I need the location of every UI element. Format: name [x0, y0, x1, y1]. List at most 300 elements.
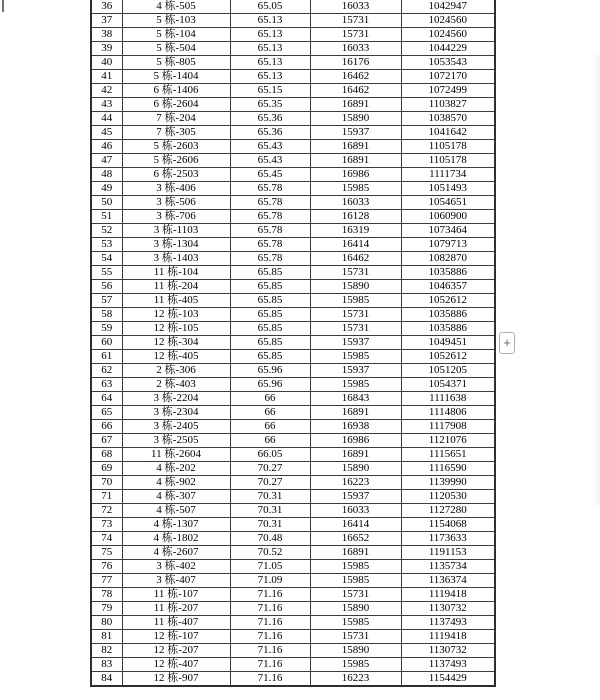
- table-row: [91, 238, 495, 252]
- cell-area: 70.27: [230, 462, 310, 476]
- table-row: [91, 672, 495, 687]
- cell-row-no: 50: [91, 196, 122, 210]
- table-row: [91, 56, 495, 70]
- cell-total-price: 1042947: [401, 0, 495, 14]
- cell-area: 71.09: [230, 574, 310, 588]
- cell-area: 65.36: [230, 112, 310, 126]
- cell-unit: 3 栋-2505: [122, 434, 230, 448]
- cell-total-price: 1111734: [401, 168, 495, 182]
- cell-unit: 11 栋-204: [122, 280, 230, 294]
- cell-row-no: 71: [91, 490, 122, 504]
- units-price-table: [90, 0, 496, 687]
- table-row: [91, 336, 495, 350]
- table-row: [91, 476, 495, 490]
- table-row: [91, 14, 495, 28]
- table-row: [91, 126, 495, 140]
- cell-unit-price: 16176: [310, 56, 401, 70]
- cell-row-no: 44: [91, 112, 122, 126]
- cell-row-no: 75: [91, 546, 122, 560]
- cell-area: 71.16: [230, 672, 310, 687]
- cell-unit: 4 栋-505: [122, 0, 230, 14]
- cell-unit: 12 栋-107: [122, 630, 230, 644]
- cell-total-price: 1052612: [401, 294, 495, 308]
- cell-row-no: 80: [91, 616, 122, 630]
- table-row: [91, 588, 495, 602]
- cell-area: 65.36: [230, 126, 310, 140]
- table-row: [91, 42, 495, 56]
- table-row: [91, 252, 495, 266]
- cell-area: 65.85: [230, 294, 310, 308]
- cell-total-price: 1052612: [401, 350, 495, 364]
- cell-area: 65.13: [230, 28, 310, 42]
- cell-unit-price: 16033: [310, 196, 401, 210]
- cell-row-no: 66: [91, 420, 122, 434]
- cell-total-price: 1044229: [401, 42, 495, 56]
- cell-unit-price: 16462: [310, 70, 401, 84]
- cell-unit: 4 栋-1802: [122, 532, 230, 546]
- cell-unit: 3 栋-407: [122, 574, 230, 588]
- table-row: [91, 140, 495, 154]
- cell-row-no: 77: [91, 574, 122, 588]
- cell-unit-price: 16414: [310, 518, 401, 532]
- cell-row-no: 83: [91, 658, 122, 672]
- cell-unit-price: 16986: [310, 168, 401, 182]
- cell-area: 65.78: [230, 182, 310, 196]
- cell-area: 65.96: [230, 364, 310, 378]
- cell-row-no: 58: [91, 308, 122, 322]
- cell-row-no: 45: [91, 126, 122, 140]
- cell-area: 65.85: [230, 350, 310, 364]
- cell-unit: 3 栋-2304: [122, 406, 230, 420]
- cell-row-no: 39: [91, 42, 122, 56]
- table-row: [91, 294, 495, 308]
- cell-total-price: 1035886: [401, 266, 495, 280]
- cell-unit-price: 15985: [310, 350, 401, 364]
- table-row: [91, 504, 495, 518]
- cell-total-price: 1120530: [401, 490, 495, 504]
- cell-area: 66: [230, 434, 310, 448]
- cell-row-no: 55: [91, 266, 122, 280]
- cell-total-price: 1121076: [401, 434, 495, 448]
- cell-unit-price: 15985: [310, 294, 401, 308]
- cell-total-price: 1024560: [401, 28, 495, 42]
- cell-row-no: 74: [91, 532, 122, 546]
- cell-total-price: 1049451: [401, 336, 495, 350]
- cell-unit-price: 15937: [310, 364, 401, 378]
- cell-unit-price: 15731: [310, 28, 401, 42]
- cell-area: 65.78: [230, 252, 310, 266]
- cell-total-price: 1111638: [401, 392, 495, 406]
- cell-unit: 4 栋-202: [122, 462, 230, 476]
- table-row: [91, 378, 495, 392]
- table-row: [91, 224, 495, 238]
- cell-unit: 5 栋-104: [122, 28, 230, 42]
- cell-unit-price: 16414: [310, 238, 401, 252]
- cell-area: 65.78: [230, 224, 310, 238]
- cell-unit-price: 16223: [310, 672, 401, 687]
- cell-total-price: 1035886: [401, 308, 495, 322]
- table-row: [91, 602, 495, 616]
- cell-unit: 3 栋-1304: [122, 238, 230, 252]
- cell-unit: 11 栋-207: [122, 602, 230, 616]
- cell-unit: 5 栋-504: [122, 42, 230, 56]
- cell-unit: 5 栋-1404: [122, 70, 230, 84]
- cell-unit: 3 栋-506: [122, 196, 230, 210]
- cell-row-no: 41: [91, 70, 122, 84]
- cell-total-price: 1154429: [401, 672, 495, 687]
- cell-area: 65.85: [230, 266, 310, 280]
- cell-row-no: 82: [91, 644, 122, 658]
- cell-row-no: 65: [91, 406, 122, 420]
- cell-area: 65.78: [230, 210, 310, 224]
- cell-unit: 4 栋-902: [122, 476, 230, 490]
- cell-total-price: 1119418: [401, 588, 495, 602]
- cell-total-price: 1053543: [401, 56, 495, 70]
- cell-area: 65.45: [230, 168, 310, 182]
- cell-area: 66: [230, 406, 310, 420]
- cell-total-price: 1130732: [401, 602, 495, 616]
- cell-unit: 12 栋-407: [122, 658, 230, 672]
- zoom-in-button[interactable]: +: [499, 332, 515, 354]
- cell-unit-price: 16462: [310, 252, 401, 266]
- cell-unit: 3 栋-1403: [122, 252, 230, 266]
- cell-unit-price: 15731: [310, 308, 401, 322]
- cell-total-price: 1035886: [401, 322, 495, 336]
- cell-row-no: 57: [91, 294, 122, 308]
- table-row: [91, 350, 495, 364]
- cell-unit: 3 栋-2204: [122, 392, 230, 406]
- cell-unit-price: 16033: [310, 0, 401, 14]
- cell-row-no: 62: [91, 364, 122, 378]
- cell-unit-price: 15731: [310, 630, 401, 644]
- cell-area: 65.78: [230, 196, 310, 210]
- cell-unit-price: 15937: [310, 336, 401, 350]
- cell-area: 70.31: [230, 518, 310, 532]
- cell-unit-price: 16891: [310, 448, 401, 462]
- cell-area: 66: [230, 392, 310, 406]
- cell-unit: 2 栋-403: [122, 378, 230, 392]
- cell-unit: 5 栋-805: [122, 56, 230, 70]
- cell-total-price: 1136374: [401, 574, 495, 588]
- table-row: [91, 98, 495, 112]
- table-row: [91, 420, 495, 434]
- cell-total-price: 1082870: [401, 252, 495, 266]
- cell-total-price: 1119418: [401, 630, 495, 644]
- cell-total-price: 1024560: [401, 14, 495, 28]
- cell-unit: 2 栋-306: [122, 364, 230, 378]
- table-row: [91, 392, 495, 406]
- cell-area: 65.43: [230, 154, 310, 168]
- cell-total-price: 1054371: [401, 378, 495, 392]
- cell-total-price: 1041642: [401, 126, 495, 140]
- cell-total-price: 1051493: [401, 182, 495, 196]
- cell-total-price: 1115651: [401, 448, 495, 462]
- cell-row-no: 43: [91, 98, 122, 112]
- cell-row-no: 69: [91, 462, 122, 476]
- cell-total-price: 1105178: [401, 140, 495, 154]
- table-row: [91, 70, 495, 84]
- cell-area: 70.27: [230, 476, 310, 490]
- cell-row-no: 79: [91, 602, 122, 616]
- cell-area: 70.31: [230, 504, 310, 518]
- table-row: [91, 560, 495, 574]
- cell-area: 65.85: [230, 308, 310, 322]
- cell-unit-price: 15890: [310, 462, 401, 476]
- cell-total-price: 1130732: [401, 644, 495, 658]
- cell-unit: 11 栋-407: [122, 616, 230, 630]
- cell-area: 65.13: [230, 70, 310, 84]
- cell-unit: 7 栋-204: [122, 112, 230, 126]
- cell-unit-price: 15985: [310, 658, 401, 672]
- table-row: [91, 280, 495, 294]
- table-row: [91, 644, 495, 658]
- cell-unit-price: 16033: [310, 42, 401, 56]
- cell-unit: 5 栋-2603: [122, 140, 230, 154]
- cell-total-price: 1072170: [401, 70, 495, 84]
- cell-unit: 6 栋-1406: [122, 84, 230, 98]
- cell-row-no: 47: [91, 154, 122, 168]
- table-row: [91, 364, 495, 378]
- cell-unit: 11 栋-107: [122, 588, 230, 602]
- cell-area: 65.96: [230, 378, 310, 392]
- cell-unit-price: 16033: [310, 504, 401, 518]
- cell-row-no: 84: [91, 672, 122, 687]
- cell-total-price: 1135734: [401, 560, 495, 574]
- cell-unit-price: 16223: [310, 476, 401, 490]
- cell-unit-price: 15731: [310, 588, 401, 602]
- cell-total-price: 1117908: [401, 420, 495, 434]
- cell-area: 71.05: [230, 560, 310, 574]
- cell-unit-price: 15890: [310, 112, 401, 126]
- cell-area: 65.85: [230, 280, 310, 294]
- cell-unit: 4 栋-307: [122, 490, 230, 504]
- table-row: [91, 182, 495, 196]
- cell-unit-price: 15937: [310, 126, 401, 140]
- cell-area: 65.05: [230, 0, 310, 14]
- cell-unit-price: 16128: [310, 210, 401, 224]
- cell-unit-price: 16891: [310, 154, 401, 168]
- cell-row-no: 61: [91, 350, 122, 364]
- cell-total-price: 1114806: [401, 406, 495, 420]
- cell-unit: 11 栋-2604: [122, 448, 230, 462]
- table-row: [91, 448, 495, 462]
- table-row: [91, 112, 495, 126]
- cell-unit: 3 栋-1103: [122, 224, 230, 238]
- cell-area: 71.16: [230, 616, 310, 630]
- cell-unit: 12 栋-103: [122, 308, 230, 322]
- table-row: [91, 322, 495, 336]
- cell-total-price: 1173633: [401, 532, 495, 546]
- cell-unit-price: 15731: [310, 14, 401, 28]
- cell-unit-price: 16938: [310, 420, 401, 434]
- cell-area: 66.05: [230, 448, 310, 462]
- cell-area: 70.52: [230, 546, 310, 560]
- cell-unit: 6 栋-2503: [122, 168, 230, 182]
- cell-unit: 12 栋-907: [122, 672, 230, 687]
- cell-row-no: 81: [91, 630, 122, 644]
- cell-unit: 5 栋-103: [122, 14, 230, 28]
- cell-area: 66: [230, 420, 310, 434]
- cell-unit-price: 15985: [310, 378, 401, 392]
- cell-total-price: 1105178: [401, 154, 495, 168]
- cell-unit: 11 栋-405: [122, 294, 230, 308]
- table-body: [91, 0, 495, 686]
- cell-total-price: 1137493: [401, 616, 495, 630]
- spreadsheet-region: [90, 0, 496, 687]
- cell-total-price: 1127280: [401, 504, 495, 518]
- table-row: [91, 210, 495, 224]
- cell-area: 71.16: [230, 588, 310, 602]
- cell-unit-price: 16843: [310, 392, 401, 406]
- cell-unit-price: 15890: [310, 602, 401, 616]
- cell-unit: 7 栋-305: [122, 126, 230, 140]
- table-row: [91, 168, 495, 182]
- cell-total-price: 1060900: [401, 210, 495, 224]
- cell-unit-price: 16319: [310, 224, 401, 238]
- cell-area: 71.16: [230, 658, 310, 672]
- table-row: [91, 616, 495, 630]
- cell-unit-price: 15985: [310, 560, 401, 574]
- cell-unit: 4 栋-2607: [122, 546, 230, 560]
- cell-unit-price: 15985: [310, 616, 401, 630]
- cell-area: 65.35: [230, 98, 310, 112]
- cell-unit: 5 栋-2606: [122, 154, 230, 168]
- table-row: [91, 518, 495, 532]
- cell-unit: 3 栋-406: [122, 182, 230, 196]
- cell-area: 71.16: [230, 630, 310, 644]
- cell-row-no: 51: [91, 210, 122, 224]
- cell-unit: 3 栋-706: [122, 210, 230, 224]
- cell-unit-price: 16652: [310, 532, 401, 546]
- cell-unit-price: 16986: [310, 434, 401, 448]
- table-row: [91, 658, 495, 672]
- cell-unit: 11 栋-104: [122, 266, 230, 280]
- table-row: [91, 546, 495, 560]
- cell-unit-price: 15731: [310, 266, 401, 280]
- cell-row-no: 72: [91, 504, 122, 518]
- left-edge-artifact: [2, 0, 4, 12]
- cell-row-no: 59: [91, 322, 122, 336]
- cell-row-no: 67: [91, 434, 122, 448]
- cell-total-price: 1046357: [401, 280, 495, 294]
- cell-row-no: 42: [91, 84, 122, 98]
- cell-total-price: 1191153: [401, 546, 495, 560]
- cell-area: 65.13: [230, 14, 310, 28]
- cell-unit: 6 栋-2604: [122, 98, 230, 112]
- table-row: [91, 308, 495, 322]
- cell-row-no: 64: [91, 392, 122, 406]
- cell-unit-price: 15890: [310, 644, 401, 658]
- cell-unit: 3 栋-2405: [122, 420, 230, 434]
- cell-unit-price: 16891: [310, 140, 401, 154]
- cell-unit-price: 16462: [310, 84, 401, 98]
- cell-unit-price: 16891: [310, 98, 401, 112]
- cell-row-no: 60: [91, 336, 122, 350]
- cell-total-price: 1116590: [401, 462, 495, 476]
- cell-unit: 12 栋-105: [122, 322, 230, 336]
- cell-row-no: 68: [91, 448, 122, 462]
- cell-area: 65.85: [230, 336, 310, 350]
- cell-row-no: 37: [91, 14, 122, 28]
- table-row: [91, 154, 495, 168]
- cell-area: 70.31: [230, 490, 310, 504]
- cell-total-price: 1038570: [401, 112, 495, 126]
- cell-area: 71.16: [230, 602, 310, 616]
- cell-unit: 12 栋-405: [122, 350, 230, 364]
- cell-row-no: 76: [91, 560, 122, 574]
- cell-area: 65.85: [230, 322, 310, 336]
- cell-row-no: 53: [91, 238, 122, 252]
- cell-row-no: 46: [91, 140, 122, 154]
- cell-total-price: 1137493: [401, 658, 495, 672]
- cell-area: 65.13: [230, 42, 310, 56]
- table-row: [91, 630, 495, 644]
- cell-unit-price: 15985: [310, 574, 401, 588]
- cell-area: 65.43: [230, 140, 310, 154]
- cell-area: 65.78: [230, 238, 310, 252]
- cell-unit: 12 栋-207: [122, 644, 230, 658]
- cell-unit-price: 16891: [310, 546, 401, 560]
- cell-unit: 4 栋-507: [122, 504, 230, 518]
- cell-row-no: 36: [91, 0, 122, 14]
- cell-row-no: 78: [91, 588, 122, 602]
- table-row: [91, 462, 495, 476]
- table-row: [91, 266, 495, 280]
- cell-row-no: 54: [91, 252, 122, 266]
- cell-total-price: 1079713: [401, 238, 495, 252]
- table-row: [91, 434, 495, 448]
- cell-row-no: 70: [91, 476, 122, 490]
- cell-area: 65.15: [230, 84, 310, 98]
- cell-row-no: 49: [91, 182, 122, 196]
- cell-unit: 3 栋-402: [122, 560, 230, 574]
- table-row: [91, 196, 495, 210]
- cell-unit-price: 16891: [310, 406, 401, 420]
- cell-row-no: 38: [91, 28, 122, 42]
- cell-unit-price: 15937: [310, 490, 401, 504]
- cell-total-price: 1073464: [401, 224, 495, 238]
- table-row: [91, 0, 495, 14]
- cell-row-no: 48: [91, 168, 122, 182]
- cell-unit: 4 栋-1307: [122, 518, 230, 532]
- cell-total-price: 1154068: [401, 518, 495, 532]
- cell-unit: 12 栋-304: [122, 336, 230, 350]
- cell-total-price: 1054651: [401, 196, 495, 210]
- table-row: [91, 84, 495, 98]
- table-row: [91, 28, 495, 42]
- cell-total-price: 1103827: [401, 98, 495, 112]
- cell-row-no: 52: [91, 224, 122, 238]
- cell-row-no: 63: [91, 378, 122, 392]
- cell-unit-price: 15985: [310, 182, 401, 196]
- cell-row-no: 56: [91, 280, 122, 294]
- table-row: [91, 490, 495, 504]
- cell-area: 70.48: [230, 532, 310, 546]
- cell-unit-price: 15890: [310, 280, 401, 294]
- cell-total-price: 1051205: [401, 364, 495, 378]
- cell-total-price: 1072499: [401, 84, 495, 98]
- cell-area: 65.13: [230, 56, 310, 70]
- cell-area: 71.16: [230, 644, 310, 658]
- cell-total-price: 1139990: [401, 476, 495, 490]
- cell-unit-price: 15731: [310, 322, 401, 336]
- table-row: [91, 406, 495, 420]
- cell-row-no: 73: [91, 518, 122, 532]
- table-row: [91, 532, 495, 546]
- table-row: [91, 574, 495, 588]
- cell-row-no: 40: [91, 56, 122, 70]
- right-edge-shadow: [592, 55, 600, 505]
